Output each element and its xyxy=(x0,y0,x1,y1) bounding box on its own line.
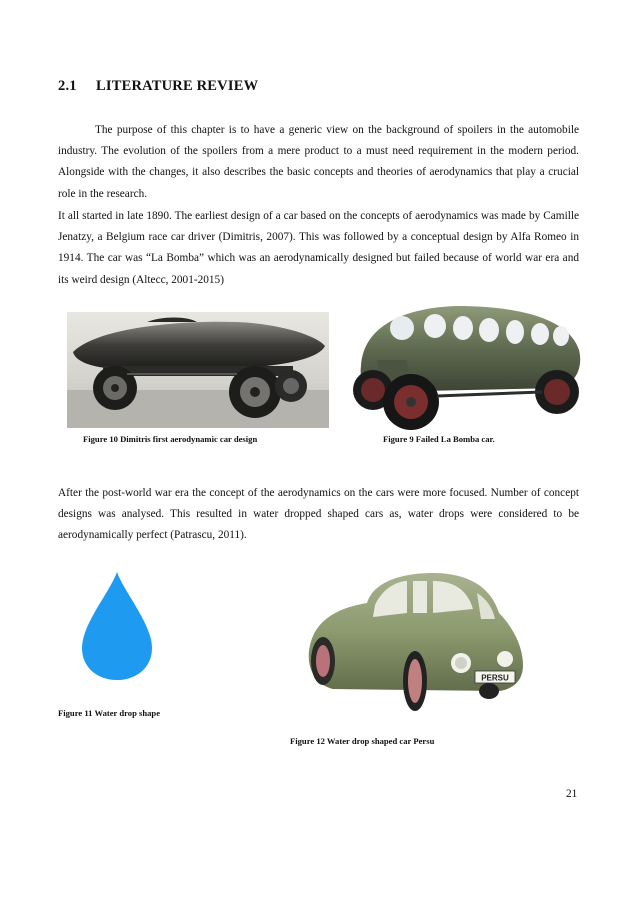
figure-9-image xyxy=(347,300,585,432)
section-title: LITERATURE REVIEW xyxy=(96,78,259,94)
figure-10-caption: Figure 10 Dimitris first aerodynamic car design xyxy=(83,434,258,444)
page-number: 21 xyxy=(566,788,578,800)
section-number: 2.1 xyxy=(58,78,77,94)
section-heading xyxy=(58,78,258,95)
persu-plate-text: PERSU xyxy=(481,673,509,683)
paragraph-intro: The purpose of this chapter is to have a generic view on the background of spoilers in the automobile industry. The evolution of the spoilers from a mere product to a must need requirement in the modern period. Alongside with the changes, it also describes the basic concepts and theories of aerodynamics that play a crucial role in the research. xyxy=(58,124,579,200)
figure-12-caption: Figure 12 Water drop shaped car Persu xyxy=(290,736,435,746)
figure-11-image xyxy=(80,570,154,682)
figure-10-image xyxy=(67,312,329,428)
paragraph-history: It all started in late 1890. The earliest design of a car based on the concepts of aerodynamics was made by Camille Jenatzy, a Belgium race car driver (Dimitris, 2007). This was followed by a conceptual design by Alfa Romeo in 1914. The car was “La Bomba” which was an aerodynamically designed but failed because of world war era and its weird design (Altecc, 2001-2015) xyxy=(58,210,579,286)
paragraph-water-drop: After the post-world war era the concept of the aerodynamics on the cars were more focused. Number of concept designs was analysed. This resulted in water dropped shaped cars as, water drops were considered to be aerodynamically perfect (Patrascu, 2011). xyxy=(58,487,579,542)
figure-12-image xyxy=(303,567,529,713)
figure-11-caption: Figure 11 Water drop shape xyxy=(58,708,161,718)
figure-9-caption: Figure 9 Failed La Bomba car. xyxy=(383,434,495,444)
